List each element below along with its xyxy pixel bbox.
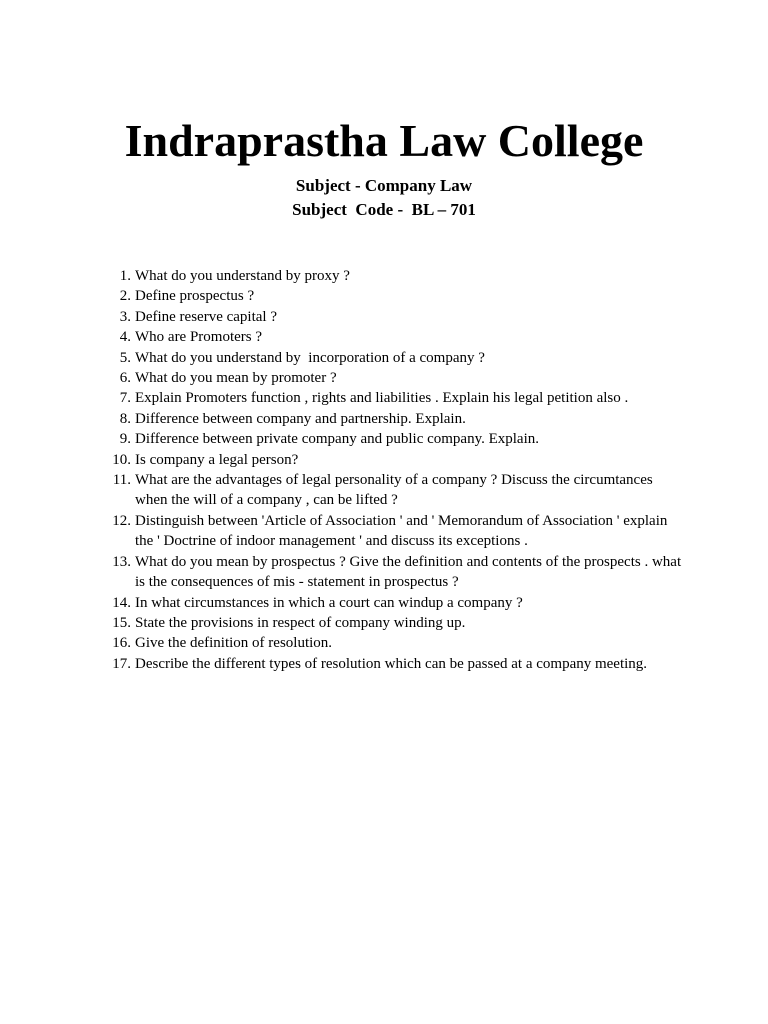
list-item	[105, 327, 685, 347]
question-list	[105, 266, 685, 674]
question-text: Distinguish between 'Article of Association ' and ' Memorandum of Association ' explain the ' Doctrine of indoor management ' and discuss its exceptions .	[135, 512, 672, 550]
question-text: What do you mean by promoter ?	[135, 370, 337, 387]
question-number: 10.	[112, 451, 131, 468]
question-text: What are the advantages of legal personality of a company ? Discuss the circumtances when the will of a company , can be lifted ?	[135, 472, 657, 509]
subject-code-line: Subject Code - BL – 701	[292, 200, 476, 219]
list-item	[105, 307, 685, 327]
list-item	[105, 633, 685, 653]
list-item	[105, 429, 685, 449]
question-number: 7.	[119, 390, 131, 407]
question-text: What do you understand by incorporation of a company ?	[135, 349, 485, 366]
question-text: Explain Promoters function , rights and liabilities . Explain his legal petition also .	[135, 390, 629, 407]
list-item	[105, 511, 685, 552]
list-item	[105, 388, 685, 408]
question-number: 14.	[112, 594, 131, 611]
question-number: 11.	[112, 472, 131, 489]
question-text: Is company a legal person?	[135, 451, 299, 468]
page-title: Indraprastha Law College	[124, 115, 644, 166]
question-number: 1.	[119, 268, 131, 284]
list-item	[105, 552, 685, 593]
question-text: What do you understand by proxy ?	[135, 268, 350, 284]
question-number: 15.	[112, 614, 131, 631]
question-number: 5.	[119, 349, 131, 366]
question-text: Difference between company and partnership. Explain.	[135, 410, 466, 427]
question-text: State the provisions in respect of company winding up.	[135, 614, 466, 631]
question-text: What do you mean by prospectus ? Give the definition and contents of the prospects . what is the consequences of mis - statement in prospectus ?	[135, 553, 685, 591]
question-number: 6.	[119, 370, 131, 387]
question-text: Describe the different types of resolution which can be passed at a company meeting.	[135, 655, 648, 672]
question-number: 9.	[119, 431, 131, 448]
list-item	[105, 286, 685, 306]
list-item	[105, 654, 685, 674]
question-text: Define prospectus ?	[135, 288, 255, 305]
question-text: Difference between private company and public company. Explain.	[135, 431, 540, 448]
question-number: 13.	[112, 553, 131, 570]
list-item	[105, 470, 685, 511]
list-item	[105, 348, 685, 368]
list-item	[105, 593, 685, 613]
list-item	[105, 613, 685, 633]
question-number: 4.	[119, 329, 131, 346]
list-item	[105, 266, 685, 286]
question-number: 12.	[112, 512, 131, 529]
question-number: 17.	[112, 655, 131, 672]
subject-line: Subject - Company Law	[295, 176, 473, 195]
question-text: Who are Promoters ?	[135, 329, 263, 346]
question-text: Give the definition of resolution.	[135, 635, 333, 652]
question-number: 2.	[119, 288, 131, 305]
question-number: 3.	[119, 308, 131, 325]
list-item	[105, 409, 685, 429]
question-number: 8.	[119, 410, 131, 427]
question-text: In what circumstances in which a court can windup a company ?	[135, 594, 523, 611]
question-text: Define reserve capital ?	[135, 308, 277, 325]
list-item	[105, 368, 685, 388]
list-item	[105, 450, 685, 470]
question-number: 16.	[112, 635, 131, 652]
